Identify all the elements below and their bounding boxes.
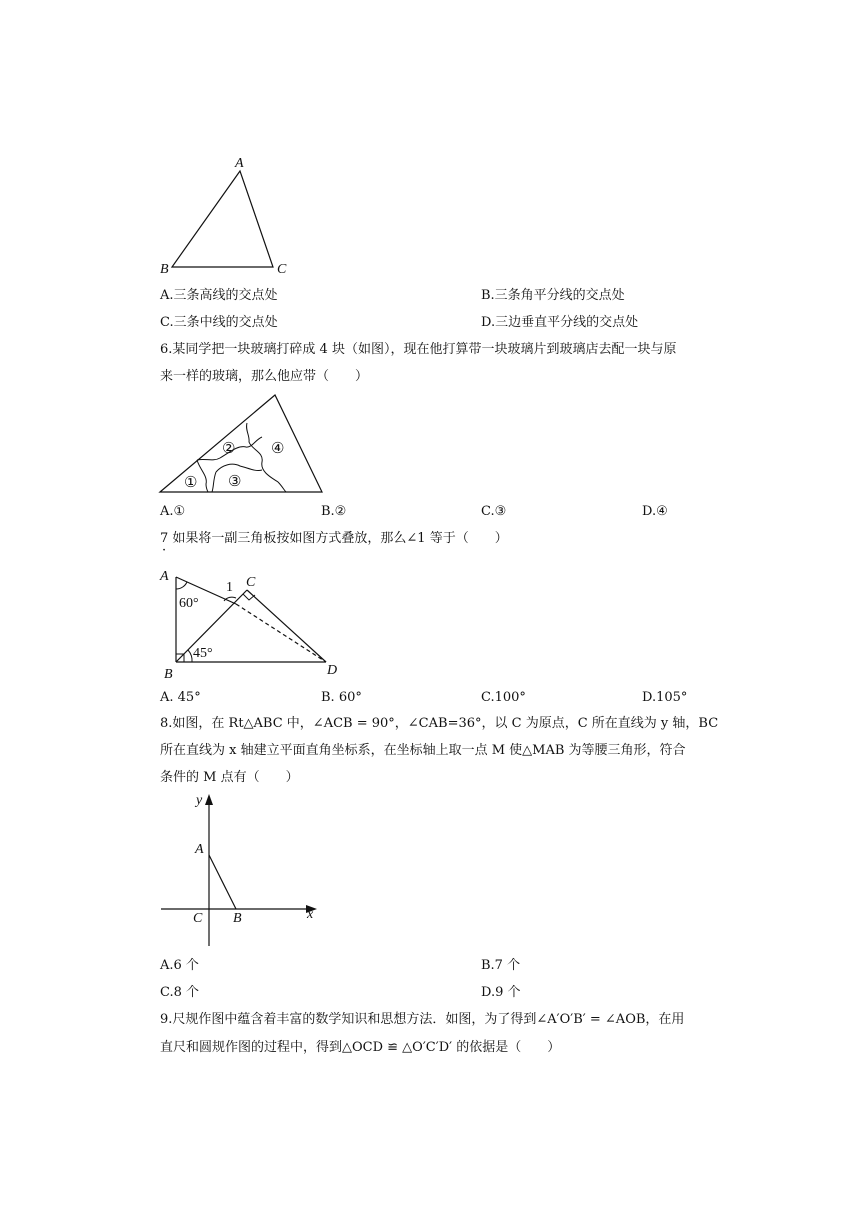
q6-question-line2: 来一样的玻璃，那么他应带（ ） bbox=[160, 369, 369, 384]
q6-piece-3: ③ bbox=[228, 474, 242, 490]
q8-question-line2: 所在直线为 x 轴建立平面直角坐标系，在坐标轴上取一点 M 使△MAB 为等腰三角形，符合 bbox=[160, 743, 686, 758]
q8-option-b: B.7 个 bbox=[481, 958, 521, 973]
q7-stray-dot: · bbox=[162, 543, 167, 558]
q7-option-b: B. 60° bbox=[321, 690, 362, 705]
q7-angle-60-label: 60° bbox=[179, 596, 199, 611]
q7-question-line1: 7 如果将一副三角板按如图方式叠放，那么∠1 等于（ ） bbox=[160, 531, 508, 546]
q7-label-a: A bbox=[160, 569, 169, 584]
q8-label-c: C bbox=[193, 911, 203, 926]
q8-option-c: C.8 个 bbox=[160, 985, 200, 1000]
q9-question-line2: 直尺和圆规作图的过程中，得到△OCD ≌ △O′C′D′ 的依据是（ ） bbox=[160, 1040, 561, 1055]
q6-option-a: A.① bbox=[160, 504, 186, 519]
q9-question-line1: 9.尺规作图中蕴含着丰富的数学知识和思想方法．如图，为了得到∠A′O′B′ = ∠AOB，在用 bbox=[160, 1012, 685, 1027]
q5-option-d: D.三边垂直平分线的交点处 bbox=[481, 315, 639, 330]
q8-label-y: y bbox=[196, 793, 203, 808]
q8-option-a: A.6 个 bbox=[160, 958, 199, 973]
q8-label-x: x bbox=[307, 907, 314, 922]
q6-option-b: B.② bbox=[321, 504, 347, 519]
q7-label-c: C bbox=[246, 575, 256, 590]
q5-label-a: A bbox=[235, 156, 244, 171]
q6-question-line1: 6.某同学把一块玻璃打碎成 4 块（如图），现在他打算带一块玻璃片到玻璃店去配一块与原 bbox=[160, 342, 677, 357]
q8-option-d: D.9 个 bbox=[481, 985, 521, 1000]
q6-piece-4: ④ bbox=[271, 441, 285, 457]
q6-piece-1: ① bbox=[184, 475, 198, 491]
q7-option-d: D.105° bbox=[642, 690, 688, 705]
q7-option-c: C.100° bbox=[481, 690, 526, 705]
q7-angle-45-label: 45° bbox=[193, 646, 213, 661]
q8-question-line3: 条件的 M 点有（ ） bbox=[160, 770, 299, 785]
q6-option-c: C.③ bbox=[481, 504, 507, 519]
q7-option-a: A. 45° bbox=[160, 690, 201, 705]
q6-piece-2: ② bbox=[222, 441, 236, 457]
q7-label-b: B bbox=[164, 667, 173, 682]
q7-label-d: D bbox=[327, 663, 338, 678]
q5-label-b: B bbox=[160, 262, 169, 277]
q8-label-b: B bbox=[233, 911, 242, 926]
q7-angle-1-label: 1 bbox=[226, 580, 233, 595]
q8-question-line1: 8.如图，在 Rt△ABC 中，∠ACB = 90°，∠CAB=36°，以 C 为原点，C 所在直线为 y 轴，BC bbox=[160, 716, 719, 731]
q5-option-a: A.三条高线的交点处 bbox=[160, 288, 278, 303]
q5-label-c: C bbox=[277, 262, 287, 277]
q5-option-c: C.三条中线的交点处 bbox=[160, 315, 278, 330]
q8-label-a: A bbox=[195, 842, 204, 857]
q5-option-b: B.三条角平分线的交点处 bbox=[481, 288, 625, 303]
q6-option-d: D.④ bbox=[642, 504, 668, 519]
